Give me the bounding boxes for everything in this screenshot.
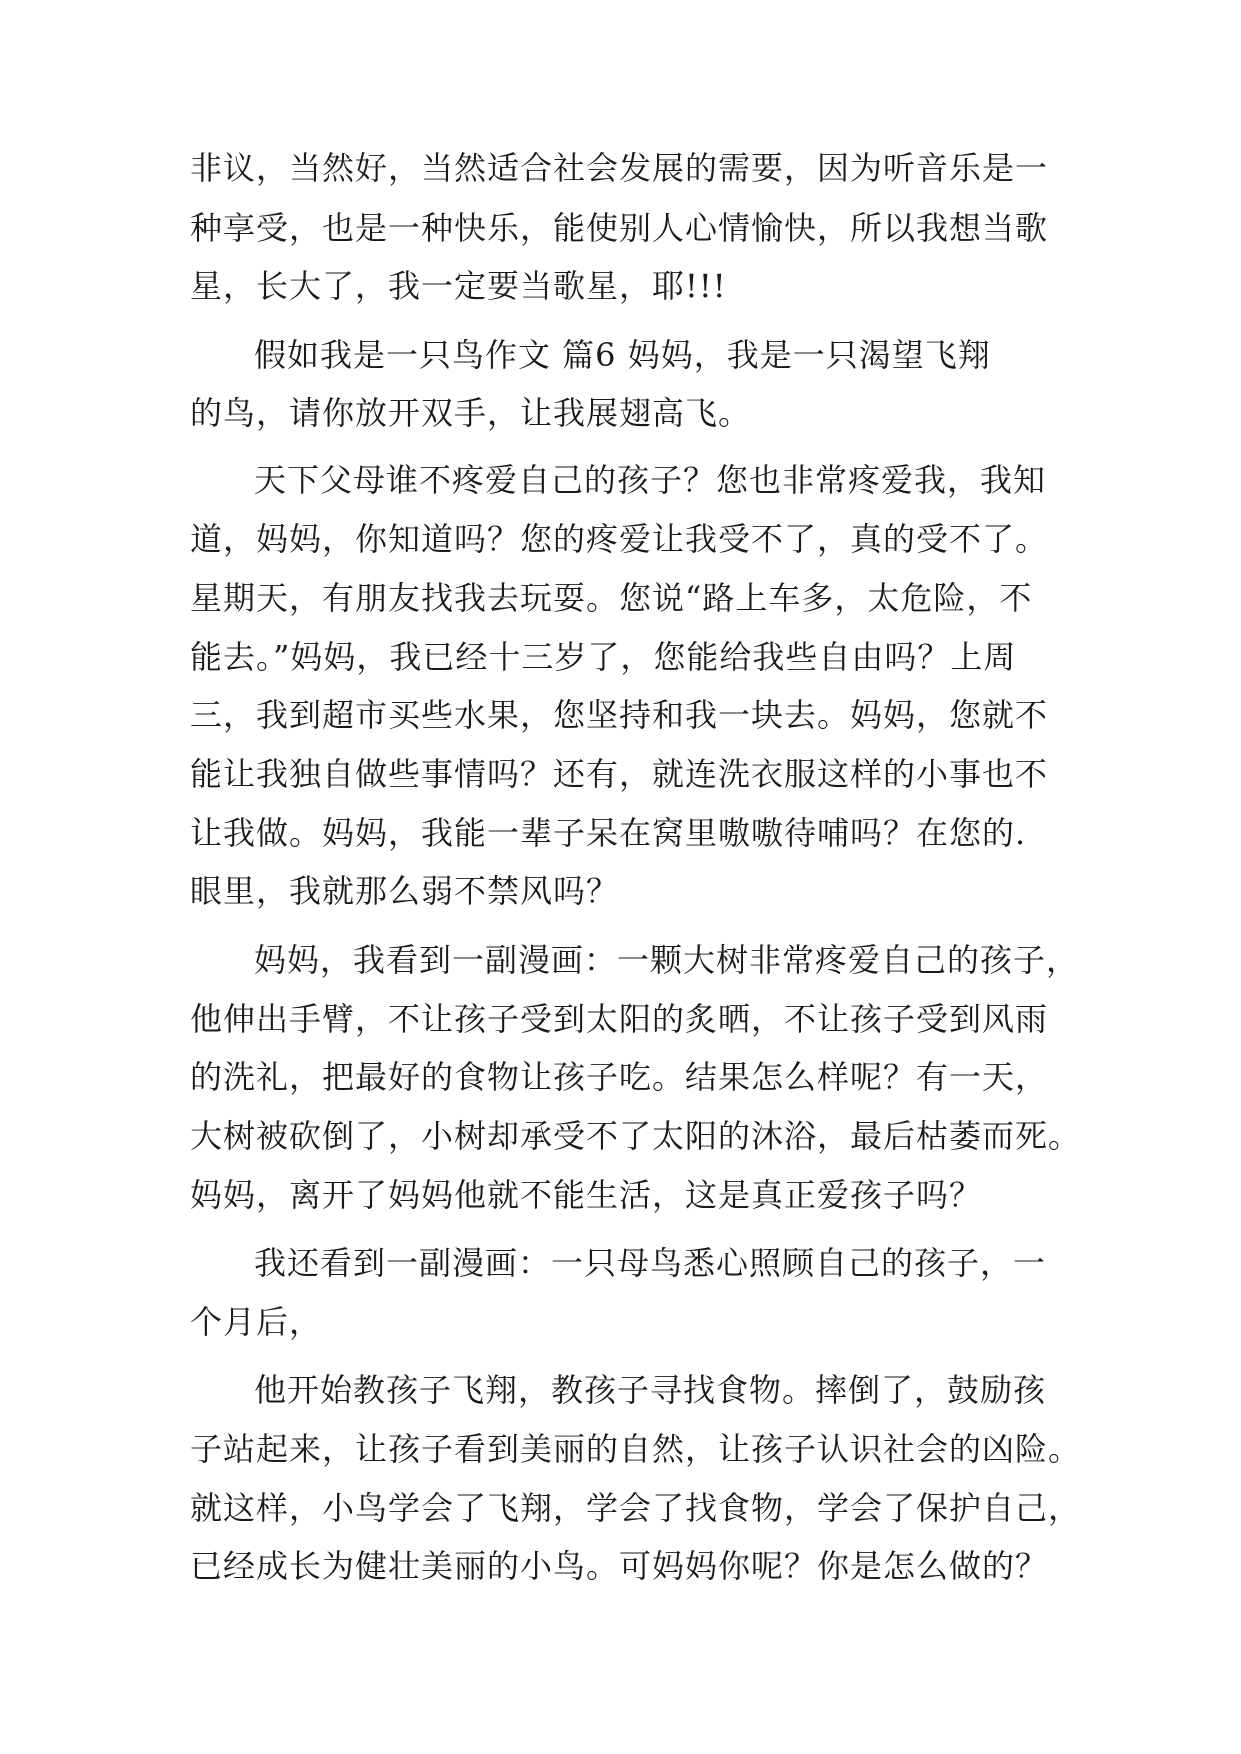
text-line: 能去。”妈妈，我已经十三岁了，您能给我些自由吗？上周: [190, 638, 1017, 676]
text-line: 非议，当然好，当然适合社会发展的需要，因为听音乐是一: [190, 149, 1049, 187]
text-line: 道，妈妈，你知道吗？您的疼爱让我受不了，真的受不了。: [190, 520, 1049, 558]
text-line: 他伸出手臂，不让孩子受到太阳的炙晒，不让孩子受到风雨: [190, 1000, 1049, 1038]
text-line: 他开始教孩子飞翔，教孩子寻找食物。摔倒了，鼓励孩: [254, 1371, 1047, 1409]
text-line: 妈妈，离开了妈妈他就不能生活，这是真正爱孩子吗？: [190, 1176, 983, 1214]
text-line: 个月后，: [190, 1303, 323, 1341]
section-heading-line: 假如我是一只鸟作文 篇6 妈妈，我是一只渴望飞翔: [254, 336, 991, 374]
text-line: 子站起来，让孩子看到美丽的自然，让孩子认识社会的凶险。: [190, 1430, 1082, 1468]
text-line: 让我做。妈妈，我能一辈子呆在窝里嗷嗷待哺吗？在您的.: [190, 814, 1027, 852]
text-line: 的鸟，请你放开双手，让我展翅高飞。: [190, 394, 752, 432]
text-line: 我还看到一副漫画：一只母鸟悉心照顾自己的孩子，一: [254, 1244, 1047, 1282]
text-line: 就这样，小鸟学会了飞翔，学会了找食物，学会了保护自己，: [190, 1489, 1082, 1527]
text-line: 三，我到超市买些水果，您坚持和我一块去。妈妈，您就不: [190, 696, 1049, 734]
text-line: 天下父母谁不疼爱自己的孩子？您也非常疼爱我，我知: [254, 461, 1047, 499]
text-line: 星期天，有朋友找我去玩耍。您说“路上车多，太危险，不: [190, 579, 1033, 617]
text-line: 的洗礼，把最好的食物让孩子吃。结果怎么样呢？有一天，: [190, 1058, 1049, 1096]
text-line: 妈妈，我看到一副漫画：一颗大树非常疼爱自己的孩子，: [254, 941, 1080, 979]
text-line: 能让我独自做些事情吗？还有，就连洗衣服这样的小事也不: [190, 755, 1049, 793]
text-line: 大树被砍倒了，小树却承受不了太阳的沐浴，最后枯萎而死。: [190, 1117, 1082, 1155]
text-line: 眼里，我就那么弱不禁风吗？: [190, 872, 620, 910]
text-line: 星，长大了，我一定要当歌星，耶!!!: [190, 267, 727, 305]
text-line: 种享受，也是一种快乐，能使别人心情愉快，所以我想当歌: [190, 209, 1049, 247]
text-line: 已经成长为健壮美丽的小鸟。可妈妈你呢？你是怎么做的？: [190, 1547, 1049, 1585]
